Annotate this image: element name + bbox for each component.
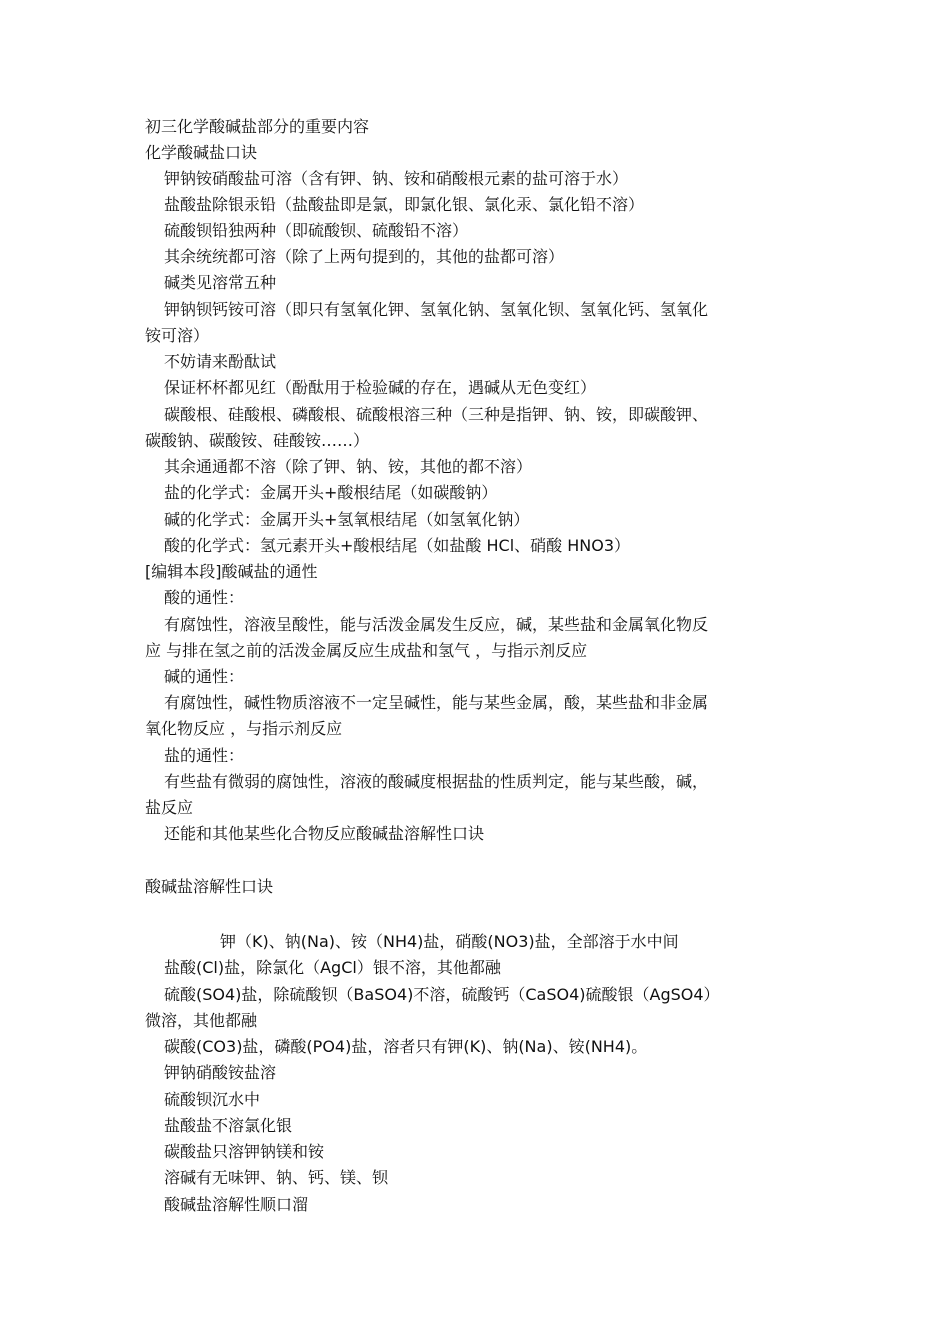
text-line: 铵可溶） [145,326,210,345]
text-line: 应 与排在氢之前的活泼金属反应生成盐和氢气 ，与指示剂反应 [145,641,588,660]
text-line: 其余统统都可溶（除了上两句提到的，其他的盐都可溶） [164,247,565,266]
text-line: 有腐蚀性，溶液呈酸性，能与活泼金属发生反应，碱，某些盐和金属氧化物反 [164,615,709,634]
text-line: 有腐蚀性，碱性物质溶液不一定呈碱性，能与某些金属，酸，某些盐和非金属 [164,693,709,712]
text-line: 盐酸盐不溶氯化银 [164,1116,293,1135]
text-line: 碱的通性： [164,667,245,686]
text-line: 溶碱有无味钾、钠、钙、镁、钡 [164,1168,389,1187]
text-line: 硫酸(SO4)盐，除硫酸钡（BaSO4)不溶，硫酸钙（CaSO4)硫酸银（AgSO4） [164,985,720,1004]
text-line: 硫酸钡沉水中 [164,1090,261,1109]
text-line: 硫酸钡铅独两种（即硫酸钡、硫酸铅不溶） [164,221,469,240]
text-line: 碱类见溶常五种 [164,273,277,292]
text-line: 碳酸盐只溶钾钠镁和铵 [164,1142,325,1161]
text-line: 钾钠硝酸铵盐溶 [164,1063,277,1082]
text-line: 碳酸根、硅酸根、磷酸根、硫酸根溶三种（三种是指钾、钠、铵，即碳酸钾、 [164,405,709,424]
text-line: 酸碱盐溶解性顺口溜 [164,1195,309,1214]
document-title: 初三化学酸碱盐部分的重要内容 [145,117,370,136]
text-line: 酸的化学式：氢元素开头+酸根结尾（如盐酸 HCl、硝酸 HNO3） [164,536,631,555]
text-line: 盐反应 [145,798,194,817]
text-line: 碳酸(CO3)盐，磷酸(PO4)盐，溶者只有钾(K)、钠(Na)、铵(NH4)。 [164,1037,648,1056]
section-heading: [编辑本段]酸碱盐的通性 [145,562,318,581]
text-line: 碱的化学式：金属开头+氢氧根结尾（如氢氧化钠） [164,510,530,529]
section-heading: 化学酸碱盐口诀 [145,143,258,162]
text-line: 盐的化学式：金属开头+酸根结尾（如碳酸钠） [164,483,498,502]
text-line: 钾钠铵硝酸盐可溶（含有钾、钠、铵和硝酸根元素的盐可溶于水） [164,169,629,188]
text-line: 有些盐有微弱的腐蚀性，溶液的酸碱度根据盐的性质判定，能与某些酸，碱， [164,772,709,791]
text-line: 不妨请来酚酞试 [164,352,277,371]
text-line: 钾（K)、钠(Na)、铵（NH4)盐，硝酸(NO3)盐，全部溶于水中间 [220,932,679,951]
text-line: 还能和其他某些化合物反应酸碱盐溶解性口诀 [164,824,485,843]
text-line: 其余通通都不溶（除了钾、钠、铵，其他的都不溶） [164,457,533,476]
text-line: 盐酸盐除银汞铅（盐酸盐即是氯，即氯化银、氯化汞、氯化铅不溶） [164,195,645,214]
text-line: 钾钠钡钙铵可溶（即只有氢氧化钾、氢氧化钠、氢氧化钡、氢氧化钙、氢氧化 [164,300,709,319]
section-heading: 酸碱盐溶解性口诀 [145,877,274,896]
text-line: 碳酸钠、碳酸铵、硅酸铵……） [145,431,370,450]
text-line: 保证杯杯都见红（酚酞用于检验碱的存在，遇碱从无色变红） [164,378,597,397]
text-line: 微溶，其他都融 [145,1011,258,1030]
text-line: 盐的通性： [164,746,245,765]
text-line: 氧化物反应 ，与指示剂反应 [145,719,343,738]
text-line: 酸的通性： [164,588,245,607]
text-line: 盐酸(Cl)盐，除氯化（AgCl）银不溶，其他都融 [164,958,501,977]
